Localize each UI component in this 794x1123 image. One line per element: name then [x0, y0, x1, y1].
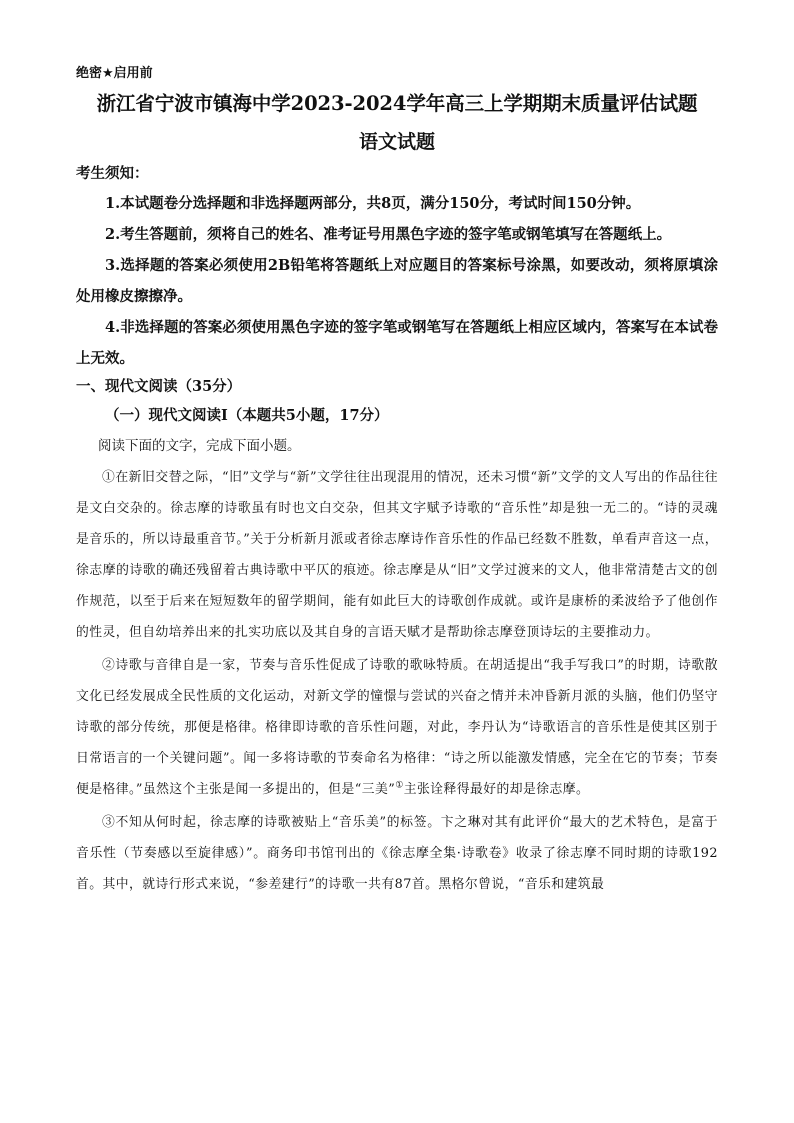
- exam-subtitle: 语文试题: [358, 131, 435, 153]
- paragraph-2-text: ②诗歌与音律自是一家，节奏与音乐性促成了诗歌的歌咏特质。在胡适提出“我手写我口”的时期，诗歌散文化已经发展成全民性质的文化运动，对新文学的憧憬与尝试的兴奋之情并未冲昏新月派的头脑，他们仍坚守诗歌的部分传统，那便是格律。格律即诗歌的音乐性问题，对此，李丹认为“诗歌语言的音乐性是使其区别于日常语言的一个关键问题”。闻一多将诗歌的节奏命名为格律：“诗之所以能激发情感，完全在它的节奏；节奏便是格律。”虽然这个主张是闻一多提出的，但是“三美”: [76, 658, 718, 797]
- notice-heading: 考生须知：: [76, 165, 149, 182]
- exam-title: 浙江省宁波市镇海中学2023-2024学年高三上学期期末质量评估试题: [96, 92, 698, 115]
- footnote-marker: ①: [395, 780, 404, 791]
- secret-label: 绝密★启用前: [76, 66, 153, 81]
- passage-paragraph-2: [76, 650, 718, 805]
- notice-item-4: 4.非选择题的答案必须使用黑色字迹的签字笔或钢笔写在答题纸上相应区域内，答案写在本试卷上无效。: [76, 319, 718, 367]
- subsection-heading: （一）现代文阅读Ⅰ（本题共5小题，17分）: [105, 407, 389, 424]
- notice-block: [76, 164, 718, 374]
- passage-paragraph-3: ③不知从何时起，徐志摩的诗歌被贴上“音乐美”的标签。卞之琳对其有此评价“最大的艺术特色，是富于音乐性（节奏感以至旋律感）”。商务印书馆刊出的《徐志摩全集·诗歌卷》收录了徐志摩不同时期的诗歌192首。其中，就诗行形式来说，“参差建行”的诗歌一共有87首。黑格尔曾说，“音乐和建筑最: [76, 815, 718, 892]
- passage-paragraph-1: ①在新旧交替之际，“旧”文学与“新”文学往往出现混用的情况，还未习惯“新”文学的文人写出的作品往往是文白交杂的。徐志摩的诗歌虽有时也文白交杂，但其文字赋予诗歌的“音乐性”却是独一无二的。“诗的灵魂是音乐的，所以诗最重音节。”关于分析新月派或者徐志摩诗作音乐性的作品已经数不胜数，单看声音这一点，徐志摩的诗歌的确还残留着古典诗歌中平仄的痕迹。徐志摩是从“旧”文学过渡来的文人，他非常清楚古文的创作规范，以至于后来在短短数年的留学期间，能有如此巨大的诗歌创作成就。或许是康桥的柔波给予了他创作的性灵，但自幼培养出来的扎实功底以及其自身的言语天赋才是帮助徐志摩登顶诗坛的主要推动力。: [76, 470, 718, 640]
- notice-item-3: 3.选择题的答案必须使用2B铅笔将答题纸上对应题目的答案标号涂黑，如要改动，须将原填涂处用橡皮擦擦净。: [76, 257, 718, 305]
- paragraph-2-tail: 主张诠释得最好的却是徐志摩。: [403, 782, 590, 797]
- notice-item-1: 1.本试题卷分选择题和非选择题两部分，共8页，满分150分，考试时间150分钟。: [105, 195, 641, 212]
- reading-section: [76, 374, 718, 900]
- notice-item-2: 2.考生答题前，须将自己的姓名、准考证号用黑色字迹的签字笔或钢笔填写在答题纸上。: [105, 226, 672, 243]
- reading-instruction: 阅读下面的文字，完成下面小题。: [98, 438, 301, 454]
- section-heading: 一、现代文阅读（35分）: [76, 378, 242, 395]
